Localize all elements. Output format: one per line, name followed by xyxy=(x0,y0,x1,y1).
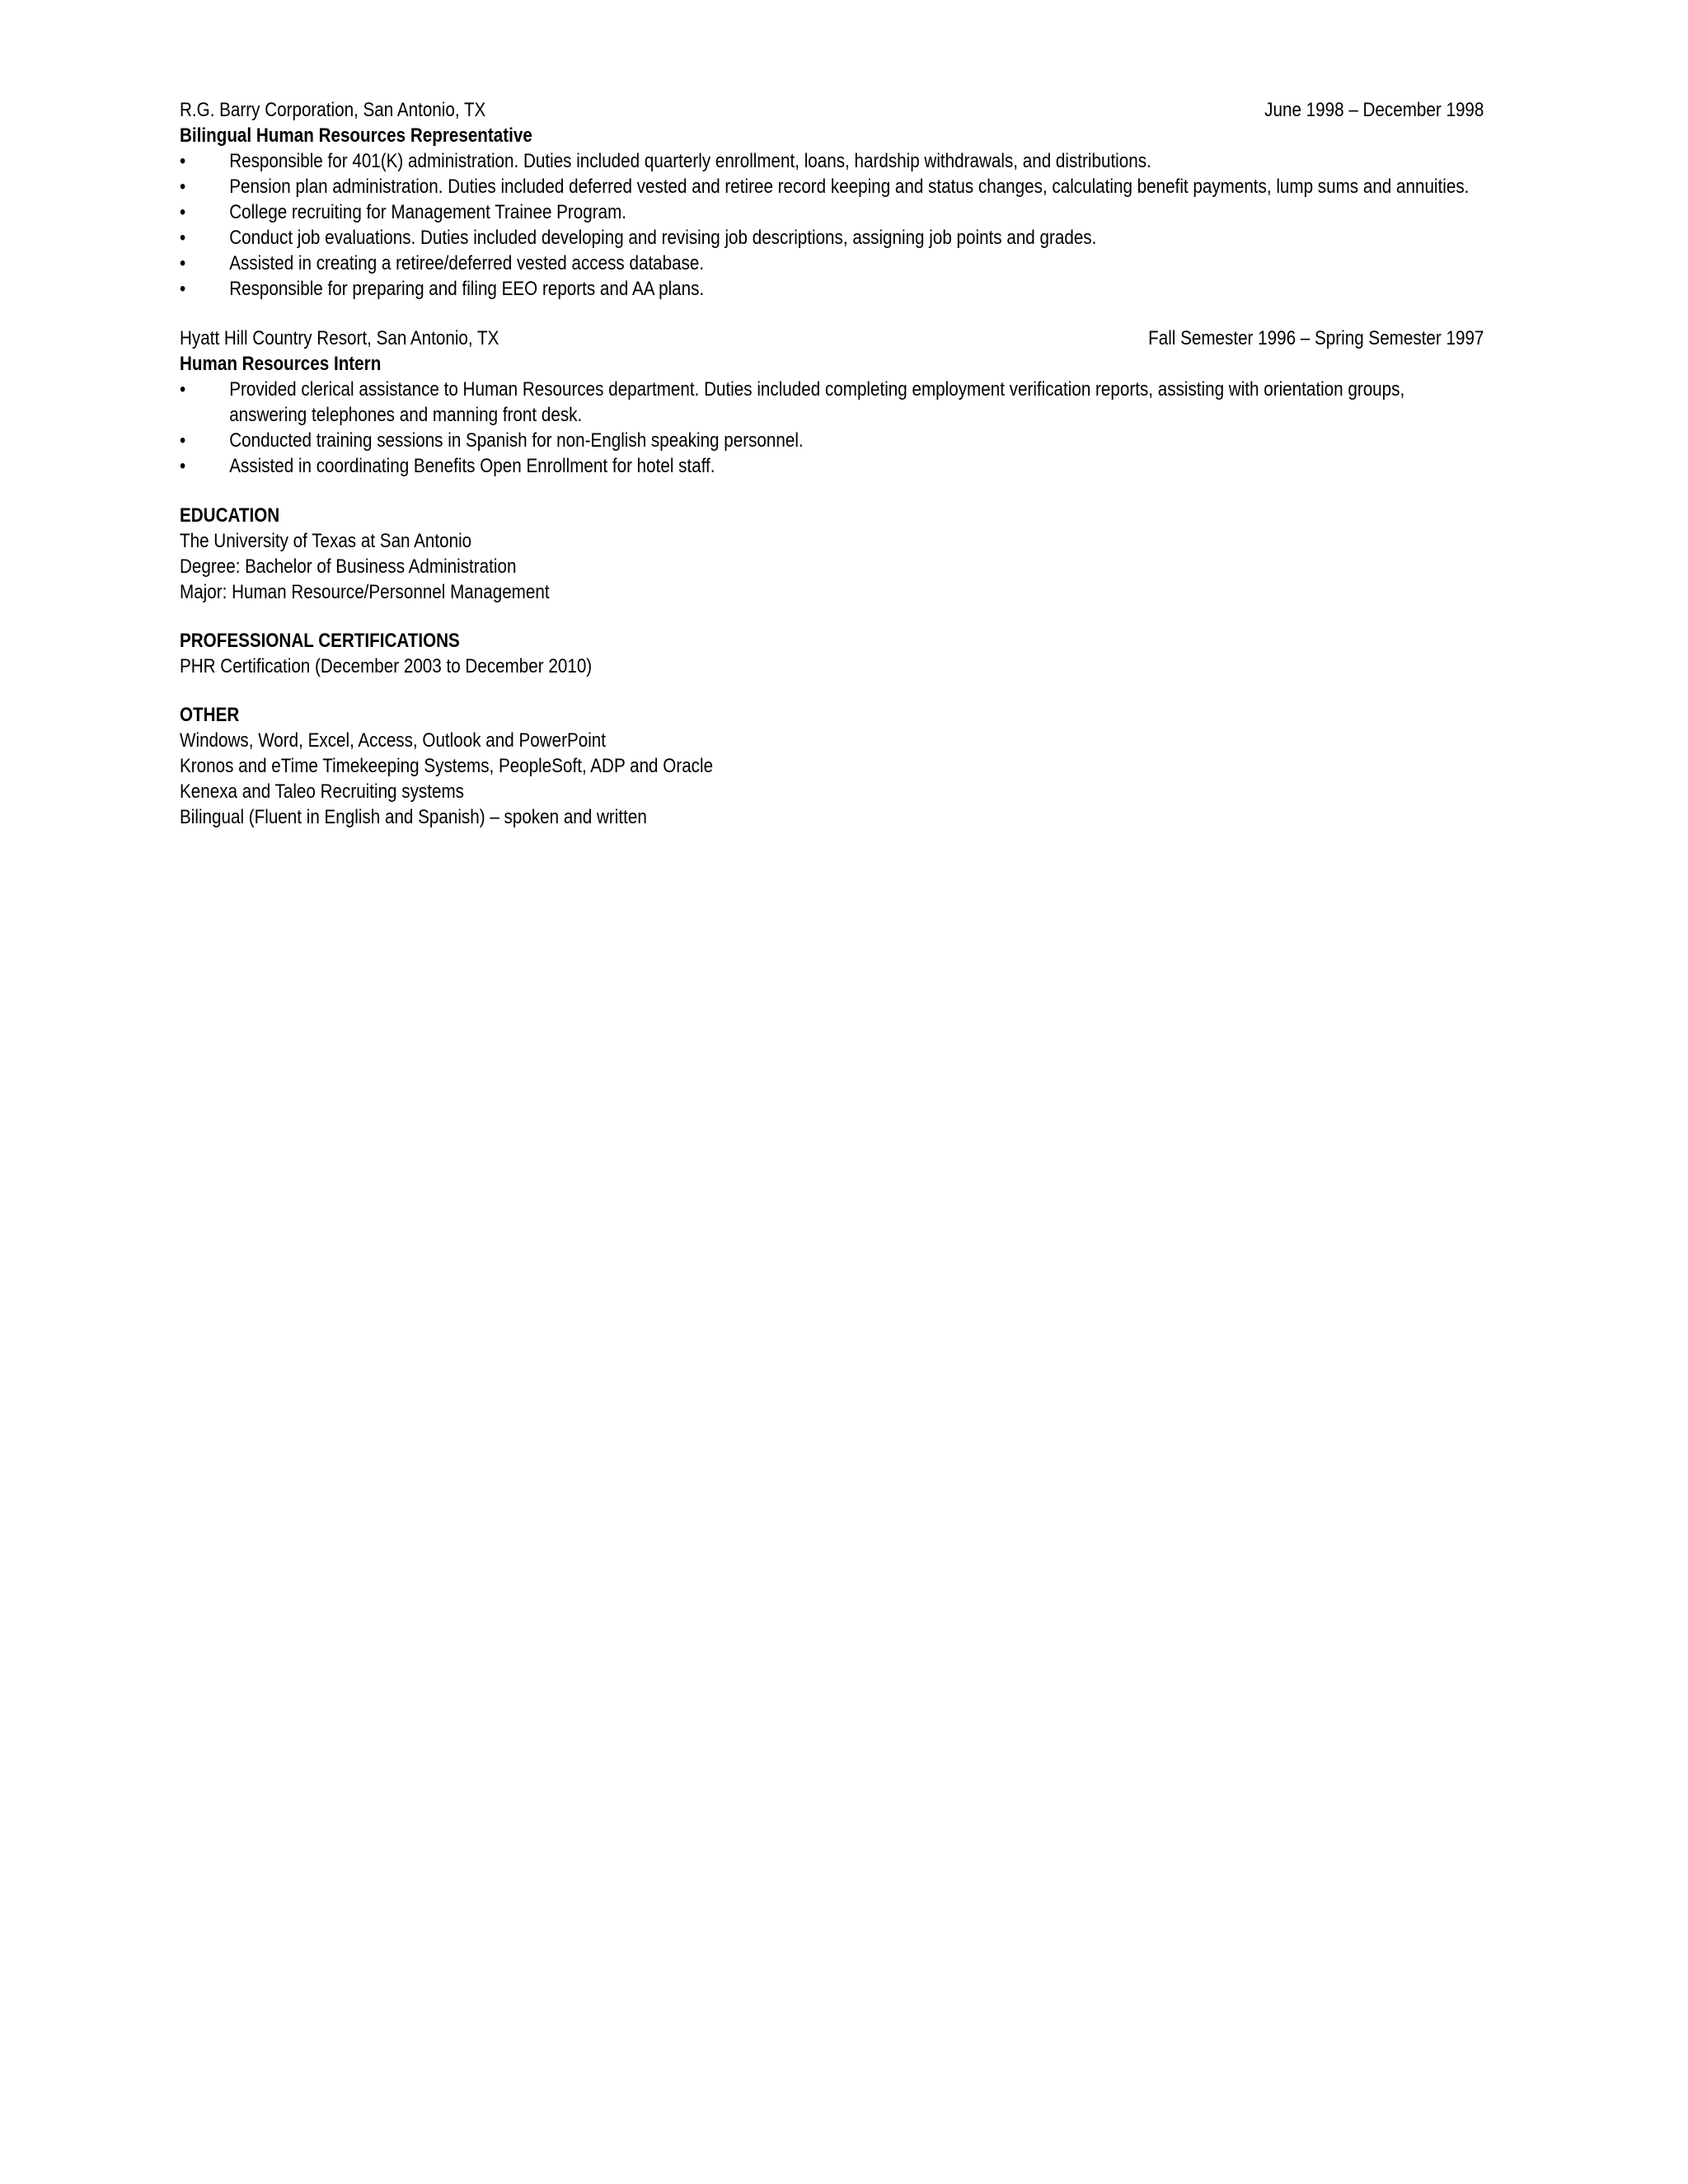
education-line: The University of Texas at San Antonio xyxy=(180,530,472,552)
job-duties-list xyxy=(180,377,1484,479)
duty-text: Conducted training sessions in Spanish for non-English speaking personnel. xyxy=(229,429,804,452)
bullet-icon: • xyxy=(180,176,186,198)
other-line: Kronos and eTime Timekeeping Systems, PeopleSoft, ADP and Oracle xyxy=(180,755,714,777)
job-header xyxy=(180,97,1484,123)
duty-text: Assisted in coordinating Benefits Open Enrollment for hotel staff. xyxy=(229,455,715,477)
education-line: Degree: Bachelor of Business Administration xyxy=(180,555,517,578)
job-duties-list xyxy=(180,148,1484,302)
job-entry-hyatt xyxy=(180,326,1484,479)
list-item xyxy=(180,453,1484,479)
certification-line: PHR Certification (December 2003 to December 2010) xyxy=(180,655,593,677)
bullet-icon: • xyxy=(180,378,186,401)
other-line: Bilingual (Fluent in English and Spanish) – spoken and written xyxy=(180,806,647,828)
list-item xyxy=(180,225,1484,251)
duty-text: College recruiting for Management Trainee Program. xyxy=(229,201,627,223)
duty-text: Assisted in creating a retiree/deferred vested access database. xyxy=(229,252,705,274)
duty-text: Provided clerical assistance to Human Resources department. Duties included completing employment verification reports, assisting with orientation groups, answering telephones and manning front desk. xyxy=(229,378,1405,426)
education-line: Major: Human Resource/Personnel Management xyxy=(180,581,550,603)
section-heading: PROFESSIONAL CERTIFICATIONS xyxy=(180,630,460,652)
job-title: Human Resources Intern xyxy=(180,353,382,375)
duty-text: Pension plan administration. Duties included deferred vested and retiree record keeping and status changes, calculating benefit payments, lump sums and annuities. xyxy=(229,176,1470,198)
job-title: Bilingual Human Resources Representative xyxy=(180,124,532,147)
section-heading: OTHER xyxy=(180,704,240,726)
bullet-icon: • xyxy=(180,201,186,223)
list-item xyxy=(180,199,1484,225)
other-section xyxy=(180,702,1484,830)
section-heading: EDUCATION xyxy=(180,504,280,527)
job-employer: R.G. Barry Corporation, San Antonio, TX xyxy=(180,99,486,121)
bullet-icon: • xyxy=(180,252,186,274)
list-item xyxy=(180,251,1484,276)
list-item xyxy=(180,377,1484,428)
duty-text: Responsible for preparing and filing EEO reports and AA plans. xyxy=(229,278,705,300)
duty-text: Conduct job evaluations. Duties included developing and revising job descriptions, assigning job points and grades. xyxy=(229,227,1097,249)
other-line: Kenexa and Taleo Recruiting systems xyxy=(180,780,464,803)
resume-page xyxy=(180,97,1484,830)
list-item xyxy=(180,428,1484,453)
job-employer: Hyatt Hill Country Resort, San Antonio, TX xyxy=(180,327,499,349)
job-entry-rg-barry xyxy=(180,97,1484,302)
bullet-icon: • xyxy=(180,455,186,477)
job-dates: June 1998 – December 1998 xyxy=(1264,99,1484,121)
job-header xyxy=(180,326,1484,351)
bullet-icon: • xyxy=(180,429,186,452)
other-line: Windows, Word, Excel, Access, Outlook and PowerPoint xyxy=(180,729,606,752)
duty-text: Responsible for 401(K) administration. Duties included quarterly enrollment, loans, hardship withdrawals, and distributions. xyxy=(229,150,1151,172)
list-item xyxy=(180,276,1484,302)
list-item xyxy=(180,174,1484,199)
education-section xyxy=(180,503,1484,605)
bullet-icon: • xyxy=(180,150,186,172)
job-dates: Fall Semester 1996 – Spring Semester 1997 xyxy=(1148,327,1484,349)
bullet-icon: • xyxy=(180,227,186,249)
list-item xyxy=(180,148,1484,174)
bullet-icon: • xyxy=(180,278,186,300)
certifications-section xyxy=(180,628,1484,679)
